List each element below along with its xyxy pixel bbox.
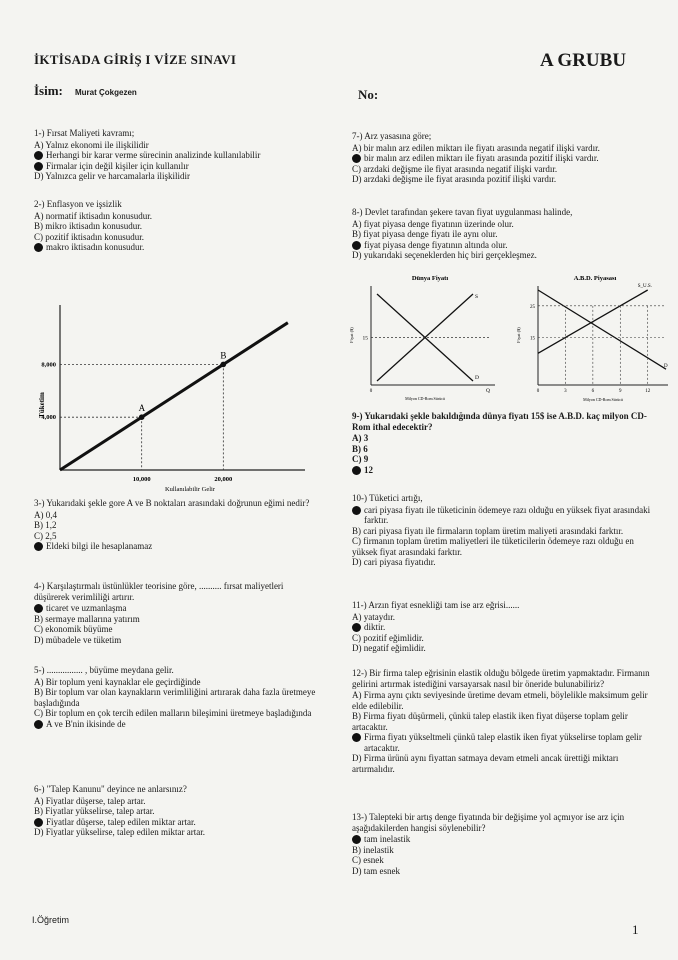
x-tick-label: 20,000 bbox=[214, 476, 233, 483]
name-value: Murat Çokgezen bbox=[75, 88, 137, 97]
x-tick-label: 6 bbox=[591, 389, 595, 394]
origin-label: 0 bbox=[536, 389, 540, 394]
question-10 bbox=[352, 493, 652, 568]
option: A) Fiyatlar düşerse, talep artar. bbox=[34, 795, 146, 806]
option: A) Bir toplum yeni kaynaklar ele geçirdiğinde bbox=[34, 676, 201, 687]
guide-lines bbox=[538, 306, 666, 385]
option-marked: Firmalar için değil kişiler için kullanılır bbox=[34, 161, 334, 172]
option-marked: cari piyasa fiyatı ile tüketicinin ödemeye razı olduğu en yüksek fiyat arasındaki farktır. bbox=[352, 505, 652, 526]
option: B) inelastik bbox=[352, 844, 394, 855]
option-marked: ticaret ve uzmanlaşma bbox=[34, 603, 314, 614]
option-marked: Firma fiyatı yükseltmeli çünkü talep elastik iken fiyat yükselirse toplam gelir artacaktır. bbox=[352, 732, 652, 753]
question-3 bbox=[34, 498, 329, 552]
point-a-label: A bbox=[138, 403, 146, 414]
option: C) firmanın toplam üretim maliyetleri ile tüketicilerin ödemeye razı olduğu en yüksek fiyat arasındaki farktır. bbox=[352, 536, 634, 557]
point-b bbox=[221, 362, 227, 368]
option: A) Firma aynı çıktı seviyesinde üretime devam etmeli, böylelikle maksimum gelir elde edilebilir. bbox=[352, 690, 648, 711]
option-marked: Herhangi bir karar verme sürecinin analizinde kullanılabilir bbox=[34, 150, 334, 161]
number-label: No: bbox=[358, 87, 379, 102]
question-stem: 10-) Tüketici artığı, bbox=[352, 493, 423, 503]
option: C) 9 bbox=[352, 454, 369, 464]
question-stem: 2-) Enflasyon ve işsizlik bbox=[34, 199, 122, 209]
question-stem: 4-) Karşılaştırmalı üstünlükler teorisine göre, .......... fırsat maliyetleri düşürerek verimliliği artırır. bbox=[34, 581, 284, 602]
option: C) Bir toplum en çok tercih edilen malların bileşimini üretmeye başladığında bbox=[34, 708, 312, 718]
question-stem: 7-) Arz yasasına göre; bbox=[352, 131, 432, 141]
consumption-chart bbox=[30, 300, 330, 500]
question-8 bbox=[352, 207, 652, 261]
y-axis-label: Fiyat ($) bbox=[516, 327, 521, 343]
option: C) pozitif eğimlidir. bbox=[352, 632, 424, 643]
y-axis-label: Fiyat ($) bbox=[349, 327, 354, 343]
option: C) pozitif iktisadın konusudur. bbox=[34, 231, 144, 242]
option: D) negatif eğimlidir. bbox=[352, 643, 426, 653]
supply-label: S_U.S. bbox=[637, 284, 652, 289]
x-axis-label: Milyon CD-Rom Sürücü bbox=[405, 396, 445, 401]
x-tick-label: 12 bbox=[645, 389, 651, 394]
question-stem: 9-) Yukarıdaki şekle bakıldığında dünya fiyatı 15$ ise A.B.D. kaç milyon CD-Rom ithal edecektir? bbox=[352, 411, 647, 432]
option: D) yukarıdaki seçeneklerden hiç biri gerçekleşmez. bbox=[352, 250, 537, 260]
origin-label: 0 bbox=[369, 389, 373, 394]
question-12 bbox=[352, 668, 652, 774]
x-tick-label: 3 bbox=[564, 389, 567, 394]
y-tick-label: 8,000 bbox=[41, 361, 56, 369]
consumption-line bbox=[60, 323, 288, 470]
option: A) normatif iktisadın konusudur. bbox=[34, 210, 152, 221]
option: B) sermaye mallarına yatırım bbox=[34, 613, 140, 624]
option-marked: fiyat piyasa denge fiyatının altında olur. bbox=[352, 240, 652, 251]
option: D) Yalnızca gelir ve harcamalarla ilişkilidir bbox=[34, 171, 190, 181]
option: B) Fiyatlar yükselirse, talep artar. bbox=[34, 806, 155, 816]
name-label: İsim: bbox=[34, 83, 63, 98]
x-end-label: Q bbox=[486, 388, 490, 394]
option: A) Yalnız ekonomi ile ilişkilidir bbox=[34, 139, 149, 150]
option: D) Fiyatlar yükselirse, talep edilen miktar artar. bbox=[34, 827, 205, 837]
demand-label: D bbox=[664, 364, 668, 370]
option: B) 6 bbox=[352, 443, 368, 454]
option: B) cari piyasa fiyatı ile firmaların toplam üretim maliyeti arasındaki farktır. bbox=[352, 525, 624, 536]
question-6 bbox=[34, 784, 329, 838]
question-stem: 13-) Talepteki bir artış denge fiyatında bir değişime yol açmıyor ise arz için aşağıdakilerden hangisi söylenebilir? bbox=[352, 812, 625, 833]
option-marked: makro iktisadın konusudur. bbox=[34, 242, 334, 253]
question-stem: 11-) Arzın fiyat esnekliği tam ise arz eğrisi...... bbox=[352, 600, 520, 610]
option: B) Firma fiyatı düşürmeli, çünkü talep elastik iken fiyat düşerse toplam gelir artacaktır. bbox=[352, 711, 628, 732]
question-13 bbox=[352, 812, 652, 876]
option-marked: A ve B'nin ikisinde de bbox=[34, 719, 329, 730]
option: A) 0,4 bbox=[34, 509, 57, 520]
option: B) fiyat piyasa denge fiyatı ile aynı olur. bbox=[352, 229, 498, 239]
x-tick-label: 10,000 bbox=[132, 476, 151, 483]
y-tick-label: 15 bbox=[530, 336, 535, 342]
question-stem: 3-) Yukarıdaki şekle gore A ve B noktaları arasındaki doğrunun eğimi nedir? bbox=[34, 498, 310, 508]
option-marked: tam inelastik bbox=[352, 834, 652, 845]
supply-label: S bbox=[475, 294, 479, 300]
page-number: 1 bbox=[632, 922, 639, 937]
x-axis-label: Kullanılabilir Gelir bbox=[164, 486, 216, 493]
question-stem: 5-) ................ , büyüme meydana gelir. bbox=[34, 665, 174, 675]
option: A) fiyat piyasa denge fiyatının üzerinde olur. bbox=[352, 218, 514, 229]
world-price-chart bbox=[345, 270, 500, 410]
option-marked: Eldeki bilgi ile hesaplanamaz bbox=[34, 541, 329, 552]
option: C) arzdaki değişme ile fiyat arasında negatif ilişki vardır. bbox=[352, 163, 558, 174]
option: D) mübadele ve tüketim bbox=[34, 634, 122, 645]
exam-group: A GRUBU bbox=[540, 50, 627, 71]
question-stem: 6-) "Talep Kanunu" deyince ne anlarsınız? bbox=[34, 784, 187, 794]
option: B) mikro iktisadın konusudur. bbox=[34, 221, 142, 231]
x-tick-label: 9 bbox=[619, 389, 622, 394]
option: C) esnek bbox=[352, 855, 384, 865]
question-7 bbox=[352, 131, 652, 185]
question-2 bbox=[34, 199, 334, 253]
exam-title: İKTİSADA GİRİŞ I VİZE SINAVI bbox=[34, 52, 237, 67]
option: A) 3 bbox=[352, 433, 369, 443]
question-4 bbox=[34, 581, 314, 645]
option: B) 1,2 bbox=[34, 520, 57, 530]
option: C) ekonomik büyüme bbox=[34, 624, 113, 634]
question-stem: 1-) Fırsat Maliyeti kavramı; bbox=[34, 128, 135, 138]
option: A) bir malın arz edilen miktarı ile fiyatı arasında negatif ilişki vardır. bbox=[352, 142, 600, 153]
question-stem: 8-) Devlet tarafından şekere tavan fiyat uygulanması halinde, bbox=[352, 207, 573, 217]
y-tick-label: 15 bbox=[362, 335, 368, 342]
us-market-chart bbox=[508, 270, 673, 410]
question-5 bbox=[34, 665, 329, 729]
option-marked: 12 bbox=[352, 465, 652, 476]
point-a bbox=[139, 414, 145, 420]
option: D) cari piyasa fiyatıdır. bbox=[352, 557, 436, 567]
option: D) Firma ürünü aynı fiyattan satmaya devam etmeli ancak ürettiği miktarı artırmalıdır. bbox=[352, 753, 619, 774]
option: D) arzdaki değişme ile fiyat arasında pozitif ilişki vardır. bbox=[352, 174, 557, 184]
option: C) 2,5 bbox=[34, 530, 57, 541]
chart-title: A.B.D. Piyasası bbox=[573, 275, 617, 282]
option-marked: bir malın arz edilen miktarı ile fiyatı arasında pozitif ilişki vardır. bbox=[352, 153, 652, 164]
option: B) Bir toplum var olan kaynakların verimliliğini artırarak daha fazla üretmeye başladığında bbox=[34, 687, 316, 708]
y-tick-label: 4,000 bbox=[41, 414, 56, 422]
option-marked: Fiyatlar düşerse, talep edilen miktar artar. bbox=[34, 817, 329, 828]
point-b-label: B bbox=[220, 350, 227, 361]
option-marked: diktir. bbox=[352, 622, 652, 633]
question-9 bbox=[352, 411, 652, 475]
footer-label: I.Öğretim bbox=[32, 915, 70, 925]
question-11 bbox=[352, 600, 652, 654]
question-1 bbox=[34, 128, 334, 182]
demand-line bbox=[538, 290, 666, 369]
chart-title: Dünya Fiyatı bbox=[411, 275, 449, 282]
option: D) tam esnek bbox=[352, 865, 400, 876]
option: A) yataydır. bbox=[352, 611, 395, 622]
y-tick-label: 25 bbox=[530, 304, 535, 310]
x-axis-label: Milyon CD-Rom Sürücü bbox=[583, 397, 623, 402]
question-stem: 12-) Bir firma talep eğrisinin elastik olduğu bölgede üretim yapmaktadır. Firmanın gelirini artırmak istediğini varsayarsak nasıl bir öneride bulunabiliriz? bbox=[352, 668, 650, 689]
y-axis-label: Tüketim bbox=[38, 392, 46, 418]
demand-label: D bbox=[475, 375, 479, 381]
